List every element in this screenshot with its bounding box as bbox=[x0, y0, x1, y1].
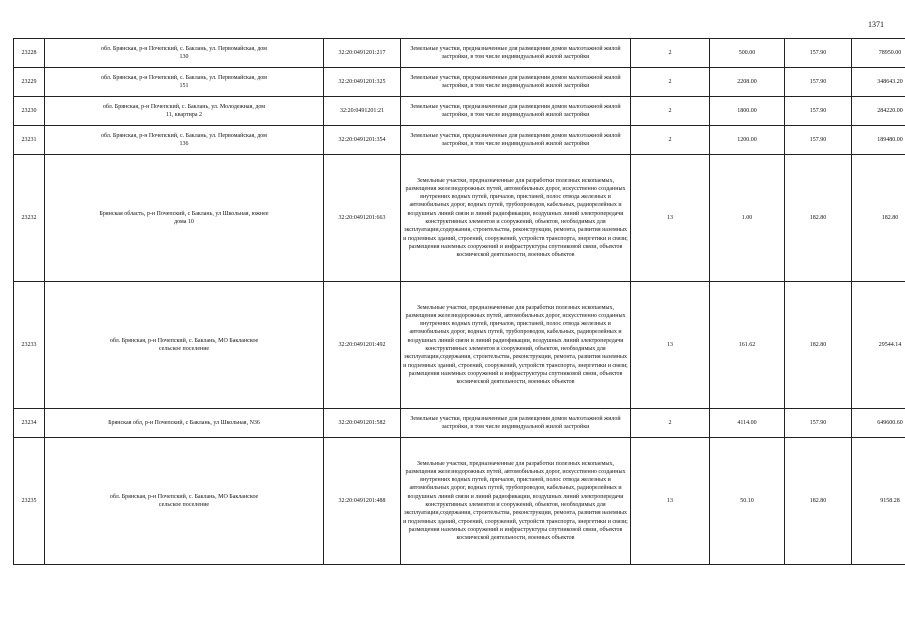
specific-value-cell: 157.90 bbox=[785, 126, 852, 155]
address-cell: обл. Брянская, р-н Почепский, с. Баклань, ул. Молодежная, дом 11, квартира 2 bbox=[102, 103, 266, 118]
specific-value-cell: 157.90 bbox=[785, 409, 852, 438]
group-code-cell: 2 bbox=[631, 39, 710, 68]
cadastral-number-cell: 32:20:0491201:582 bbox=[324, 409, 401, 438]
row-number: 23228 bbox=[14, 39, 45, 68]
table-row bbox=[14, 97, 905, 126]
land-use-cell: Земельные участки, предназначенные для размещения домов малоэтажной жилой застройки, в том числе индивидуальной жилой застройки bbox=[401, 409, 631, 438]
land-use-cell: Земельные участки, предназначенные для размещения домов малоэтажной жилой застройки, в том числе индивидуальной жилой застройки bbox=[401, 97, 631, 126]
area-cell: 161.62 bbox=[710, 282, 785, 409]
table-row bbox=[14, 155, 905, 282]
area-cell: 1200.00 bbox=[710, 126, 785, 155]
cadastral-number-cell: 32:20:0491201:488 bbox=[324, 438, 401, 565]
land-use-cell: Земельные участки, предназначенные для разработки полезных ископаемых, размещения железнодорожных путей, автомобильных дорог, искусственно созданных внутренних водных путей, причалов, пристаней, полос отвода железных и автомобильных дорог, водных путей, трубопроводов, кабельных, радиорелейных и воздушных линий связи и линий радиофикации, воздушных линий электропередачи конструктивных элементов и сооружений, объектов, необходимых для эксплуатации,содержания, строительства, реконструкции, ремонта, развития наземных и подземных зданий, строений, сооружений, устройств транспорта, энергетики и связи; размещения наземных сооружений и инфраструктуры спутниковой связи, объектов космической деятельности, военных объектов bbox=[401, 438, 631, 565]
table-row bbox=[14, 126, 905, 155]
specific-value-cell: 157.90 bbox=[785, 39, 852, 68]
cadastral-number-cell: 32:20:0491201:217 bbox=[324, 39, 401, 68]
specific-value-cell: 182.80 bbox=[785, 438, 852, 565]
land-use-cell: Земельные участки, предназначенные для размещения домов малоэтажной жилой застройки, в том числе индивидуальной жилой застройки bbox=[401, 68, 631, 97]
page-number: 1371 bbox=[868, 20, 884, 29]
land-use-cell: Земельные участки, предназначенные для размещения домов малоэтажной жилой застройки, в том числе индивидуальной жилой застройки bbox=[401, 39, 631, 68]
land-use-cell: Земельные участки, предназначенные для разработки полезных ископаемых, размещения железнодорожных путей, автомобильных дорог, искусственно созданных внутренних водных путей, причалов, пристаней, полос отвода железных и автомобильных дорог, водных путей, трубопроводов, кабельных, радиорелейных и воздушных линий связи и линий радиофикации, воздушных линий электропередачи конструктивных элементов и сооружений, объектов, необходимых для эксплуатации,содержания, строительства, реконструкции, ремонта, развития наземных и подземных зданий, строений, сооружений, устройств транспорта, энергетики и связи; размещения наземных сооружений и инфраструктуры спутниковой связи, объектов космической деятельности, военных объектов bbox=[401, 282, 631, 409]
specific-value-cell: 182.80 bbox=[785, 155, 852, 282]
cadastral-number-cell: 32:20:0491201:21 bbox=[324, 97, 401, 126]
area-cell: 2208.00 bbox=[710, 68, 785, 97]
row-number: 23231 bbox=[14, 126, 45, 155]
group-code-cell: 2 bbox=[631, 409, 710, 438]
table-row bbox=[14, 68, 905, 97]
address-cell: Брянская обл, р-н Почепский, с Баклань, ул Школьная, N36 bbox=[108, 419, 260, 426]
area-cell: 50.10 bbox=[710, 438, 785, 565]
address-cell: обл. Брянская, р-н Почепский, с. Баклань, ул. Первомайская, дом 151 bbox=[101, 74, 267, 89]
group-code-cell: 13 bbox=[631, 282, 710, 409]
area-cell: 500.00 bbox=[710, 39, 785, 68]
specific-value-cell: 157.90 bbox=[785, 97, 852, 126]
address-cell: обл. Брянская, р-н Почепский, с. Баклань, МО Бакланское сельское поселение bbox=[109, 493, 259, 508]
address-cell: Брянская область, р-н Почепский, с Баклань, ул Школьная, южнее дома 10 bbox=[99, 210, 269, 225]
specific-value-cell: 182.80 bbox=[785, 282, 852, 409]
cadastral-value-cell: 649600.60 bbox=[852, 409, 905, 438]
specific-value-cell: 157.90 bbox=[785, 68, 852, 97]
land-use-cell: Земельные участки, предназначенные для разработки полезных ископаемых, размещения железнодорожных путей, автомобильных дорог, искусственно созданных внутренних водных путей, причалов, пристаней, полос отвода железных и автомобильных дорог, водных путей, трубопроводов, кабельных, радиорелейных и воздушных линий связи и линий радиофикации, воздушных линий электропередачи конструктивных элементов и сооружений, объектов, необходимых для эксплуатации,содержания, строительства, реконструкции, ремонта, развития наземных и подземных зданий, строений, сооружений, устройств транспорта, энергетики и связи; размещения наземных сооружений и инфраструктуры спутниковой связи, объектов космической деятельности, военных объектов bbox=[401, 155, 631, 282]
area-cell: 1800.00 bbox=[710, 97, 785, 126]
cadastral-number-cell: 32:20:0491201:492 bbox=[324, 282, 401, 409]
area-cell: 4114.00 bbox=[710, 409, 785, 438]
row-number: 23233 bbox=[14, 282, 45, 409]
group-code-cell: 13 bbox=[631, 155, 710, 282]
address-cell: обл. Брянская, р-н Почепский, с. Баклань, ул. Первомайская, дом 136 bbox=[101, 132, 267, 147]
table-row bbox=[14, 438, 905, 565]
cadastral-value-cell: 78950.00 bbox=[852, 39, 905, 68]
cadastral-value-cell: 29544.14 bbox=[852, 282, 905, 409]
address-cell: обл. Брянская, р-н Почепский, с. Баклань, МО Бакланское сельское поселение bbox=[109, 337, 259, 352]
cadastral-number-cell: 32:20:0491201:663 bbox=[324, 155, 401, 282]
land-use-cell: Земельные участки, предназначенные для размещения домов малоэтажной жилой застройки, в том числе индивидуальной жилой застройки bbox=[401, 126, 631, 155]
cadastral-value-cell: 9158.28 bbox=[852, 438, 905, 565]
table-row bbox=[14, 409, 905, 438]
group-code-cell: 2 bbox=[631, 68, 710, 97]
cadastral-value-table bbox=[13, 38, 905, 565]
row-number: 23232 bbox=[14, 155, 45, 282]
group-code-cell: 2 bbox=[631, 97, 710, 126]
group-code-cell: 2 bbox=[631, 126, 710, 155]
group-code-cell: 13 bbox=[631, 438, 710, 565]
address-cell: обл. Брянская, р-н Почепский, с. Баклань, ул. Первомайская, дом 130 bbox=[101, 45, 267, 60]
row-number: 23229 bbox=[14, 68, 45, 97]
cadastral-number-cell: 32:20:0491201:354 bbox=[324, 126, 401, 155]
cadastral-value-cell: 189480.00 bbox=[852, 126, 905, 155]
row-number: 23234 bbox=[14, 409, 45, 438]
table-row bbox=[14, 39, 905, 68]
row-number: 23235 bbox=[14, 438, 45, 565]
area-cell: 1.00 bbox=[710, 155, 785, 282]
table-row bbox=[14, 282, 905, 409]
cadastral-value-cell: 182.80 bbox=[852, 155, 905, 282]
row-number: 23230 bbox=[14, 97, 45, 126]
cadastral-value-cell: 348643.20 bbox=[852, 68, 905, 97]
cadastral-value-cell: 284220.00 bbox=[852, 97, 905, 126]
cadastral-number-cell: 32:20:0491201:325 bbox=[324, 68, 401, 97]
